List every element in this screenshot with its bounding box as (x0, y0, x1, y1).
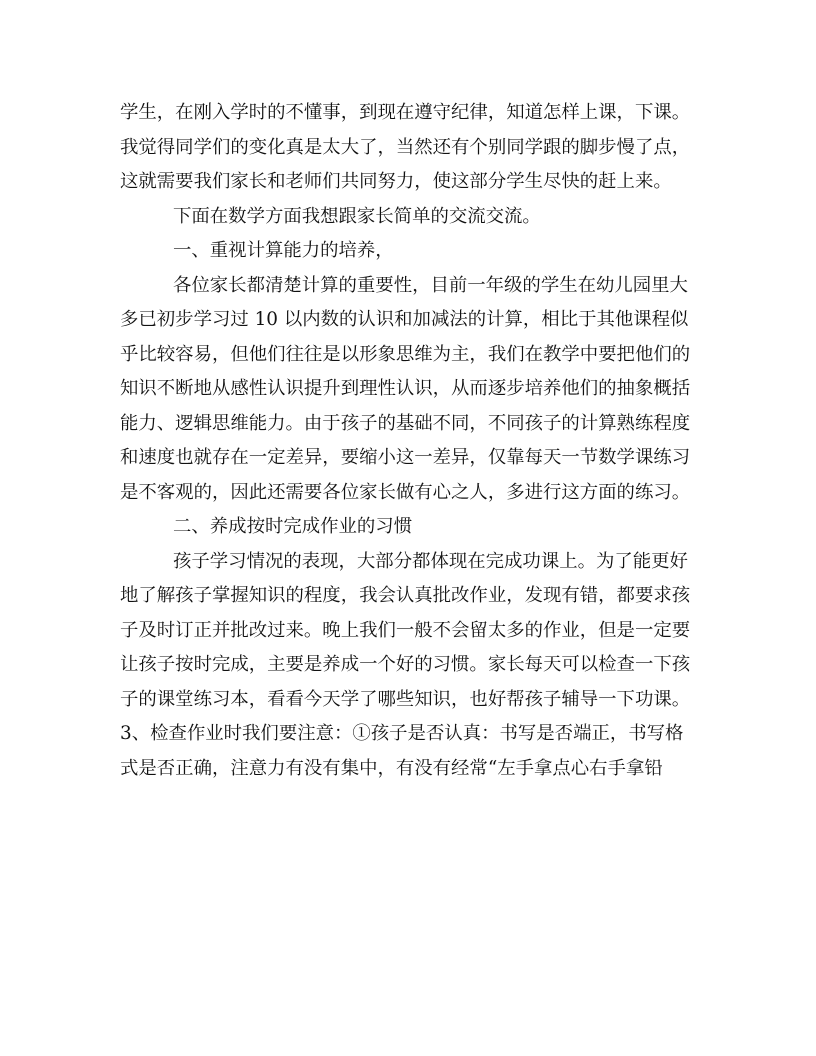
text-line: 学生，在刚入学时的不懂事，到现在遵守纪律，知道怎样上课，下课。 (120, 102, 691, 123)
text-line: 子的课堂练习本，看看今天学了哪些知识，也好帮孩子辅导一下功课。 (120, 688, 691, 710)
text-line: 一、重视计算能力的培养， (173, 240, 394, 261)
text-line: 和速度也就存在一定差异，要缩小这一差异，仅靠每天一节数学课练习 (120, 447, 691, 468)
text-line: 3、检查作业时我们要注意：①孩子是否认真：书写是否端正，书写格 (120, 723, 684, 744)
text-line: 乎比较容易，但他们往往是以形象思维为主，我们在教学中要把他们的 (120, 343, 691, 365)
text-line: 各位家长都清楚计算的重要性，目前一年级的学生在幼儿园里大 (173, 274, 688, 296)
text-line: 让孩子按时完成，主要是养成一个好的习惯。家长每天可以检查一下孩 (120, 654, 691, 675)
text-line: 子及时订正并批改过来。晚上我们一般不会留太多的作业，但是一定要 (120, 619, 691, 641)
text-line: 多已初步学习过 10 以内数的认识和加减法的计算，相比于其他课程似 (120, 309, 689, 330)
text-line: 能力、逻辑思维能力。由于孩子的基础不同，不同孩子的计算熟练程度 (120, 412, 691, 434)
text-line: 地了解孩子掌握知识的程度，我会认真批改作业，发现有错，都要求孩 (120, 585, 691, 606)
text-line: 是不客观的，因此还需要各位家长做有心之人，多进行这方面的练习。 (120, 481, 691, 503)
text-line: 孩子学习情况的表现，大部分都体现在完成功课上。为了能更好 (173, 550, 688, 572)
text-line: 知识不断地从感性认识提升到理性认识，从而逐步培养他们的抽象概括 (120, 378, 691, 399)
text-line: 式是否正确，注意力有没有集中，有没有经常“左手拿点心右手拿铅 (120, 757, 663, 779)
text-line: 下面在数学方面我想跟家长简单的交流交流。 (173, 205, 541, 227)
text-line: 这就需要我们家长和老师们共同努力，使这部分学生尽快的赶上来。 (120, 171, 672, 192)
body-text (120, 96, 696, 786)
text-line: 二、养成按时完成作业的习惯 (173, 516, 413, 537)
text-line: 我觉得同学们的变化真是太大了，当然还有个别同学跟的脚步慢了点， (120, 136, 691, 158)
